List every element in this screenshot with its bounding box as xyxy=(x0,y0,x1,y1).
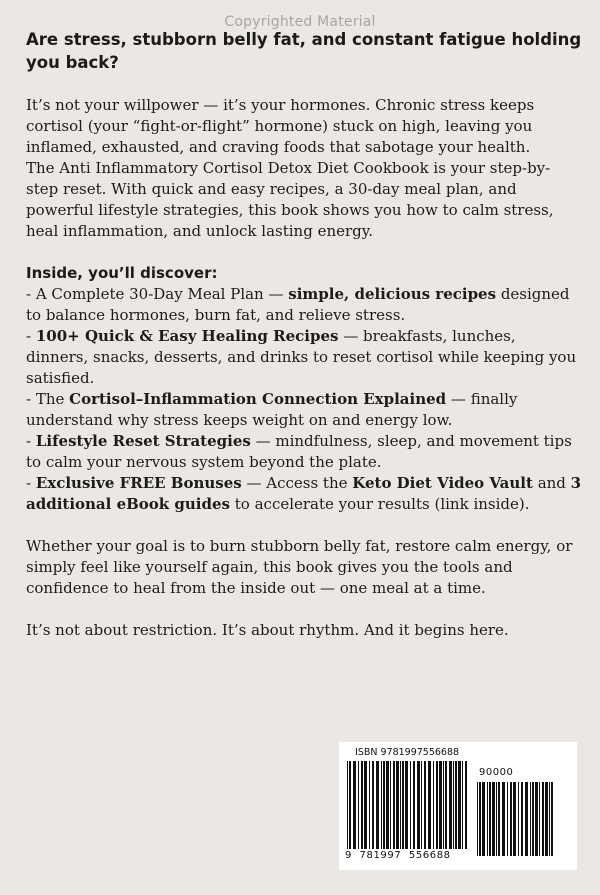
isbn-barcode-box xyxy=(339,742,577,870)
barcode-bar xyxy=(482,782,485,856)
barcode-bar xyxy=(396,761,399,849)
barcode-bar xyxy=(424,761,426,849)
back-cover-text xyxy=(26,28,582,641)
barcode-bar xyxy=(372,761,374,849)
barcode-bar xyxy=(369,761,370,849)
list-item: - Exclusive FREE Bonuses — Access the Keto Diet Video Vault and 3 additional eBook guides to accelerate your results (link inside). xyxy=(26,474,582,513)
barcode-bar xyxy=(525,782,528,856)
barcode-bar xyxy=(487,782,488,856)
closing-paragraph-1: Whether your goal is to burn stubborn belly fat, restore calm energy, or simply feel like yourself again, this book gives you the tools and confidence to heal from the inside out — one meal at a time. xyxy=(26,537,573,597)
barcode-bar xyxy=(364,761,367,849)
barcode-bar xyxy=(361,761,363,849)
list-item: - A Complete 30-Day Meal Plan — simple, delicious recipes designed to balance hormones, burn fat, and relieve stress. xyxy=(26,285,570,324)
barcode-bar xyxy=(353,761,356,849)
list-item: - 100+ Quick & Easy Healing Recipes — breakfasts, lunches, dinners, snacks, desserts, and drinks to reset cortisol while keeping you satisfied. xyxy=(26,327,577,387)
barcode-bar xyxy=(393,761,395,849)
barcode-digits: 9 781997 556688 xyxy=(345,850,451,861)
barcode-bar xyxy=(513,782,516,856)
barcode-bar xyxy=(502,782,505,856)
barcode-bar xyxy=(381,761,382,849)
addon-barcode xyxy=(477,782,555,856)
copyright-watermark: Copyrighted Material xyxy=(224,14,376,30)
barcode-bar xyxy=(405,761,408,849)
barcode-bar xyxy=(349,761,351,849)
barcode-bar xyxy=(347,761,348,849)
barcode-bar xyxy=(449,761,452,849)
barcode-bar xyxy=(510,782,512,856)
barcode-bar xyxy=(507,782,508,856)
barcode-bar xyxy=(551,782,553,856)
barcode-bar xyxy=(498,782,500,856)
barcode-bar xyxy=(390,761,391,849)
barcode-bar xyxy=(465,761,467,849)
barcode-bar xyxy=(542,782,544,856)
barcode-bar xyxy=(535,782,538,856)
barcode-bar xyxy=(436,761,438,849)
barcode-bar xyxy=(433,761,434,849)
barcode-bar xyxy=(439,761,442,849)
barcode-bar xyxy=(453,761,454,849)
barcode-bar xyxy=(376,761,379,849)
closing-paragraph-2: It’s not about restriction. It’s about rhythm. And it begins here. xyxy=(26,621,509,639)
barcode-bar xyxy=(518,782,519,856)
barcode-bar xyxy=(358,761,359,849)
barcode-bar xyxy=(492,782,495,856)
barcode-bar xyxy=(532,782,534,856)
barcode-bar xyxy=(545,782,548,856)
barcode-bar xyxy=(400,761,401,849)
barcode-bar xyxy=(458,761,461,849)
intro-paragraph-2: The Anti Inflammatory Cortisol Detox Diet Cookbook is your step-by-step reset. With quick and easy recipes, a 30-day meal plan, and powerful lifestyle strategies, this book shows you how to calm stress, heal inflammation, and unlock lasting energy. xyxy=(26,159,554,240)
barcode-bar xyxy=(445,761,447,849)
barcode-bar xyxy=(539,782,540,856)
barcode-bar xyxy=(477,782,478,856)
headline: Are stress, stubborn belly fat, and constant fatigue holding you back? xyxy=(26,30,582,72)
barcode-bar xyxy=(489,782,491,856)
barcode-bar xyxy=(496,782,497,856)
barcode-bar xyxy=(521,782,523,856)
barcode-bar xyxy=(428,761,431,849)
isbn-label: ISBN 9781997556688 xyxy=(355,747,460,758)
barcode-bar xyxy=(402,761,404,849)
barcode-bar xyxy=(417,761,420,849)
list-item: - Lifestyle Reset Strategies — mindfulness, sleep, and movement tips to calm your nervous system beyond the plate. xyxy=(26,432,572,471)
barcode-bar xyxy=(443,761,444,849)
barcode-bar xyxy=(421,761,422,849)
barcode-bar xyxy=(383,761,385,849)
barcode-bar xyxy=(530,782,531,856)
barcode-bar xyxy=(549,782,550,856)
discover-heading: Inside, you’ll discover: xyxy=(26,264,218,282)
barcode-bar xyxy=(410,761,411,849)
barcode-bar xyxy=(413,761,415,849)
barcode-bar xyxy=(455,761,457,849)
intro-paragraph-1: It’s not your willpower — it’s your hormones. Chronic stress keeps cortisol (your “fight-or-flight” hormone) stuck on high, leaving you inflamed, exhausted, and craving foods that sabotage your health. xyxy=(26,96,535,156)
list-item: - The Cortisol–Inflammation Connection Explained — finally understand why stress keeps weight on and energy low. xyxy=(26,390,518,429)
barcode-bar xyxy=(386,761,389,849)
barcode-bar xyxy=(462,761,463,849)
ean-barcode xyxy=(347,761,471,849)
barcode-bar xyxy=(479,782,481,856)
addon-code: 90000 xyxy=(479,767,514,778)
